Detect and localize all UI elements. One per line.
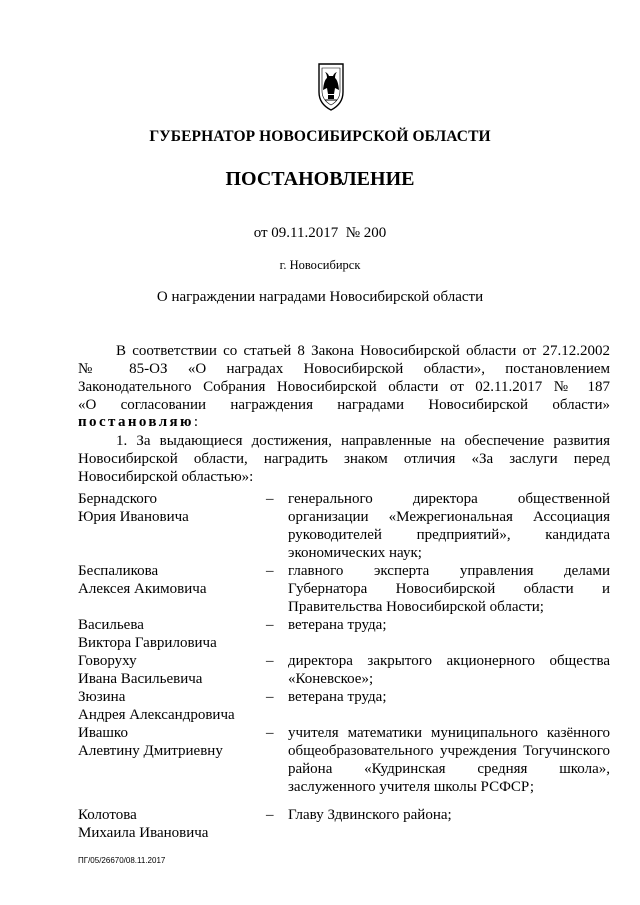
dash-separator: –: [266, 689, 274, 705]
description-line: директора закрытого акционерного общества: [288, 653, 610, 669]
awardee-given-names: Михаила Ивановича: [78, 825, 209, 841]
description-line: главного эксперта управления делами: [288, 563, 610, 579]
dash-separator: –: [266, 725, 274, 741]
description-line: генерального директора общественной: [288, 491, 610, 507]
description-line: учителя математики муниципального казённого: [288, 725, 610, 741]
awardee-name: [78, 652, 258, 688]
awardee-description: [288, 562, 610, 616]
document-subject: О награждении наградами Новосибирской области: [156, 289, 484, 305]
awardee-given-names: Алевтину Дмитриевну: [78, 743, 223, 759]
preamble-line: «О согласовании награждения наградами Новосибирской области»: [78, 397, 610, 413]
description-line: руководителей предприятий», кандидата: [288, 527, 610, 543]
awardee-given-names: Андрея Александровича: [78, 707, 235, 723]
awardee-given-names: Алексея Акимовича: [78, 581, 207, 597]
awardee-name: [78, 688, 258, 724]
awardee-entry: [78, 562, 610, 616]
description-line: «Коневское»;: [288, 671, 374, 687]
description-line: ветерана труда;: [288, 617, 387, 633]
description-line: Губернатора Новосибирской области и: [288, 581, 610, 597]
awardee-given-names: Виктора Гавриловича: [78, 635, 217, 651]
awardee-surname: Беспаликова: [78, 563, 159, 579]
preamble-line: В соответствии со статьей 8 Закона Новосибирской области от 27.12.2002: [116, 343, 610, 359]
item-1-line: Новосибирской области, наградить знаком отличия «За заслуги перед: [78, 451, 610, 467]
awardee-description: [288, 652, 610, 688]
document-date-number: от 09.11.2017 № 200: [253, 225, 387, 241]
awardee-name: [78, 490, 258, 526]
awardee-description: [288, 688, 610, 706]
description-line: Главу Здвинского района;: [288, 807, 452, 823]
description-line: района «Кудринская средняя школа»,: [288, 761, 610, 777]
governor-heading: ГУБЕРНАТОР НОВОСИБИРСКОЙ ОБЛАСТИ: [149, 128, 491, 145]
awardee-surname: Васильева: [78, 617, 144, 633]
awardee-given-names: Юрия Ивановича: [78, 509, 189, 525]
awardee-entry: [78, 688, 610, 724]
document-footer-code: ПГ/05/26670/08.11.2017: [78, 856, 166, 865]
awardee-surname: Говоруху: [78, 653, 137, 669]
description-line: Правительства Новосибирской области;: [288, 599, 544, 615]
awardee-surname: Ивашко: [78, 725, 128, 741]
description-line: организации «Межрегиональная Ассоциация: [288, 509, 610, 525]
dash-separator: –: [266, 563, 274, 579]
awardee-entry: [78, 724, 610, 796]
preamble-paragraph: [78, 342, 610, 414]
awardee-surname: Колотова: [78, 807, 137, 823]
description-line: общеобразовательного учреждения Тогучинского: [288, 743, 610, 759]
description-line: экономических наук;: [288, 545, 422, 561]
dash-separator: –: [266, 807, 274, 823]
awardee-description: [288, 724, 610, 796]
resolve-word: постановляю: [78, 414, 194, 430]
resolve-suffix: :: [193, 414, 199, 430]
item-1-line: Новосибирской областью»:: [78, 469, 254, 485]
awardee-description: [288, 616, 610, 634]
awardee-entry: [78, 616, 610, 652]
awardee-surname: Бернадского: [78, 491, 158, 507]
awardee-name: [78, 724, 258, 760]
coat-of-arms-icon: [316, 62, 346, 112]
awardee-description: [288, 806, 610, 824]
awardee-surname: Зюзина: [78, 689, 126, 705]
description-line: заслуженного учителя школы РСФСР;: [288, 779, 534, 795]
awardee-entry: [78, 490, 610, 562]
description-line: ветерана труда;: [288, 689, 387, 705]
awardee-entry: [78, 652, 610, 688]
dash-separator: –: [266, 491, 274, 507]
dash-separator: –: [266, 617, 274, 633]
document-type-title: ПОСТАНОВЛЕНИЕ: [225, 168, 415, 190]
awardee-name: [78, 616, 258, 652]
item-1-paragraph: [78, 432, 610, 486]
document-city: г. Новосибирск: [279, 258, 361, 272]
awardee-name: [78, 562, 258, 598]
awardee-given-names: Ивана Васильевича: [78, 671, 203, 687]
awardee-entry: [78, 806, 610, 842]
awardee-name: [78, 806, 258, 842]
dash-separator: –: [266, 653, 274, 669]
resolve-line: [78, 414, 198, 431]
preamble-line: № 85-ОЗ «О наградах Новосибирской области», постановлением: [78, 361, 610, 377]
awardee-description: [288, 490, 610, 562]
item-1-line: 1. За выдающиеся достижения, направленные на обеспечение развития: [116, 433, 610, 449]
preamble-line: Законодательного Собрания Новосибирской области от 02.11.2017 № 187: [78, 379, 610, 395]
awardee-list: [78, 490, 610, 842]
